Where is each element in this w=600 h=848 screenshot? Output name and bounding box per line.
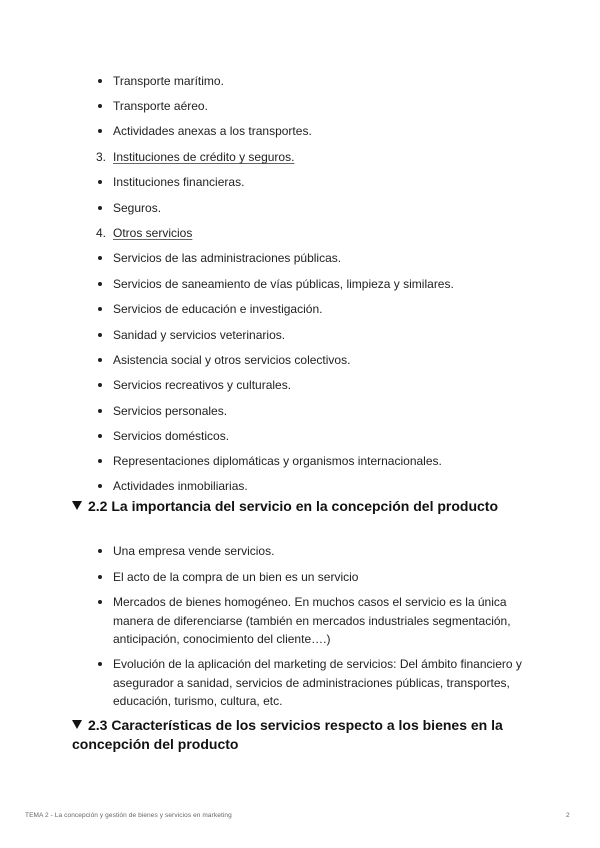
bullet-icon	[98, 383, 102, 387]
bullet-icon	[98, 104, 102, 108]
list-item: Sanidad y servicios veterinarios.	[96, 326, 536, 345]
collapse-triangle-icon[interactable]	[72, 720, 82, 729]
list-item: Servicios recreativos y culturales.	[96, 376, 536, 395]
list-item: Asistencia social y otros servicios colectivos.	[96, 351, 536, 370]
bullet-icon	[98, 180, 102, 184]
section-heading-2-3[interactable]: 2.3 Características de los servicios respecto a los bienes en la concepción del producto	[72, 717, 503, 752]
list-item: Servicios de saneamiento de vías públicas, limpieza y similares.	[96, 275, 536, 294]
list-item: Instituciones financieras.	[96, 173, 536, 192]
bullet-icon	[98, 484, 102, 488]
bullet-icon	[98, 409, 102, 413]
list-item: Servicios de las administraciones públicas.	[96, 249, 536, 268]
bullet-icon	[98, 600, 102, 604]
bullet-icon	[98, 549, 102, 553]
list-number: 4.	[96, 226, 107, 240]
list-item: Servicios personales.	[96, 402, 536, 421]
list-item: Transporte marítimo.	[96, 72, 536, 91]
list-item-numbered: 4. Otros servicios	[96, 224, 536, 243]
bullet-icon	[98, 459, 102, 463]
section-heading-2-2[interactable]: 2.2 La importancia del servicio en la concepción del producto	[72, 497, 542, 516]
list-item: Evolución de la aplicación del marketing de servicios: Del ámbito financiero y asegurador a sanidad, servicios de administraciones públicas, transportes, educación, turismo, cultura, etc.	[96, 655, 536, 711]
bullet-icon	[98, 434, 102, 438]
bullet-icon	[98, 206, 102, 210]
bullet-icon	[98, 662, 102, 666]
bullet-icon	[98, 575, 102, 579]
bullet-icon	[98, 129, 102, 133]
list-item: Actividades anexas a los transportes.	[96, 122, 536, 141]
bullet-icon	[98, 333, 102, 337]
list-item: Seguros.	[96, 199, 536, 218]
list-item: Actividades inmobiliarias.	[96, 477, 536, 496]
bullet-icon	[98, 307, 102, 311]
bullet-icon	[98, 282, 102, 286]
list-item: El acto de la compra de un bien es un servicio	[96, 568, 536, 587]
footer-title: TEMA 2 - La concepción y gestión de bienes y servicios en marketing	[25, 812, 232, 819]
list-number: 3.	[96, 150, 107, 164]
list-item: Servicios domésticos.	[96, 427, 536, 446]
list-item: Una empresa vende servicios.	[96, 542, 536, 561]
page-number: 2	[566, 812, 570, 819]
bullet-icon	[98, 358, 102, 362]
bullet-icon	[98, 256, 102, 260]
bullet-icon	[98, 79, 102, 83]
list-item: Servicios de educación e investigación.	[96, 300, 536, 319]
list-item: Representaciones diplomáticas y organismos internacionales.	[96, 452, 536, 471]
list-item-numbered: 3. Instituciones de crédito y seguros.	[96, 148, 536, 167]
list-item: Transporte aéreo.	[96, 97, 536, 116]
list-item: Mercados de bienes homogéneo. En muchos casos el servicio es la única manera de diferenciarse (también en mercados industriales segmentación, anticipación, conocimiento del cliente….)	[96, 593, 536, 649]
collapse-triangle-icon[interactable]	[72, 501, 82, 510]
